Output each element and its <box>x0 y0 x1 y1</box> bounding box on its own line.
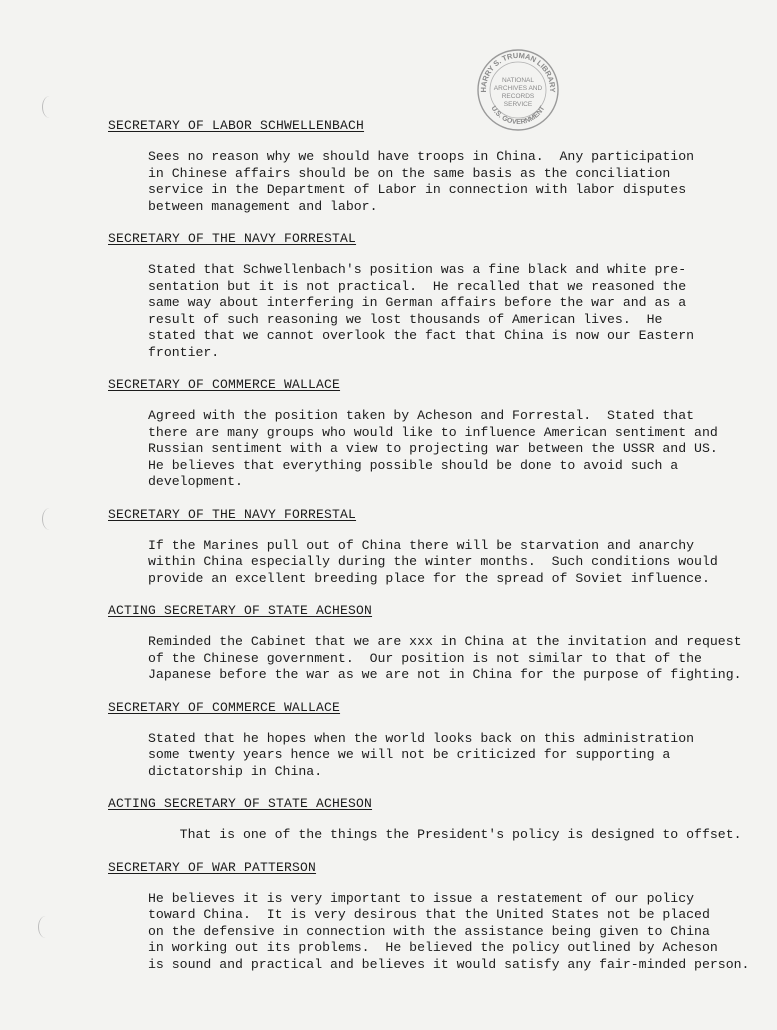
speaker-statement: Reminded the Cabinet that we are xxx in China at the invitation and request of the Chinese government. Our position is not similar to that of the Japanese before the war as we are not in China for the purpose of fighting. <box>148 634 742 682</box>
speaker-statement: Agreed with the position taken by Acheson and Forrestal. Stated that there are many groups who would like to influence American sentiment and Russian sentiment with a view to projecting war between the USSR and US. He believes that everything possible should be done to avoid such a development. <box>148 408 718 489</box>
stamp-line: NATIONAL <box>501 77 535 84</box>
speaker-heading: SECRETARY OF COMMERCE WALLACE <box>108 377 341 392</box>
minutes-content <box>108 116 758 987</box>
speaker-statement: Stated that he hopes when the world looks back on this administration some twenty years hence we will not be criticized for supporting a dictatorship in China. <box>148 730 695 779</box>
speaker-section <box>108 505 758 588</box>
stamp-arc-top: HARRY S. TRUMAN LIBRARY <box>478 50 558 93</box>
speaker-heading: SECRETARY OF COMMERCE WALLACE <box>108 699 341 715</box>
stamp-line: RECORDS <box>501 93 535 100</box>
speaker-section <box>108 794 758 844</box>
speaker-statement: Stated that Schwellenbach's position was a fine black and white pre- sentation but it is not practical. He recalled that we reasoned the same way about interfering in German affairs before the war and as a result of such reasoning we lost thousands of American lives. He stated that we cannot overlook the fact that China is now our Eastern frontier. <box>148 262 695 360</box>
punch-hole-mark <box>38 916 53 938</box>
stamp-line: SERVICE <box>503 101 533 108</box>
speaker-statement: He believes it is very important to issue a restatement of our policy toward China. It is very desirous that the United States not be placed on the defensive in connection with the assistance being given to China in working out its problems. He believed the policy outlined by Acheson is sound and practical and believes it would satisfy any fair-minded person. <box>148 890 750 972</box>
speaker-heading: ACTING SECRETARY OF STATE ACHESON <box>108 603 373 618</box>
punch-hole-mark <box>42 96 57 118</box>
speaker-heading: SECRETARY OF LABOR SCHWELLENBACH <box>108 118 365 133</box>
speaker-section <box>108 116 758 215</box>
speaker-heading: ACTING SECRETARY OF STATE ACHESON <box>108 796 373 811</box>
punch-hole-mark <box>42 508 57 530</box>
speaker-statement: That is one of the things the President's policy is designed to offset. <box>148 827 742 842</box>
speaker-section <box>108 698 758 781</box>
stamp-line: ARCHIVES AND <box>493 85 543 92</box>
speaker-section <box>108 858 758 974</box>
speaker-section <box>108 229 758 361</box>
speaker-heading: SECRETARY OF WAR PATTERSON <box>108 859 317 875</box>
stamp-arc-bottom: U.S. GOVERNMENT <box>489 105 547 127</box>
speaker-section <box>108 375 758 491</box>
speaker-section <box>108 601 758 684</box>
speaker-heading: SECRETARY OF THE NAVY FORRESTAL <box>108 231 357 246</box>
speaker-statement: If the Marines pull out of China there will be starvation and anarchy within China especially during the winter months. Such conditions would provide an excellent breeding place for the spread of Soviet influence. <box>148 537 718 586</box>
speaker-statement: Sees no reason why we should have troops in China. Any participation in Chinese affairs should be on the same basis as the conciliation service in the Department of Labor in connection with labor disputes between management and labor. <box>148 149 695 214</box>
speaker-heading: SECRETARY OF THE NAVY FORRESTAL <box>108 506 357 522</box>
